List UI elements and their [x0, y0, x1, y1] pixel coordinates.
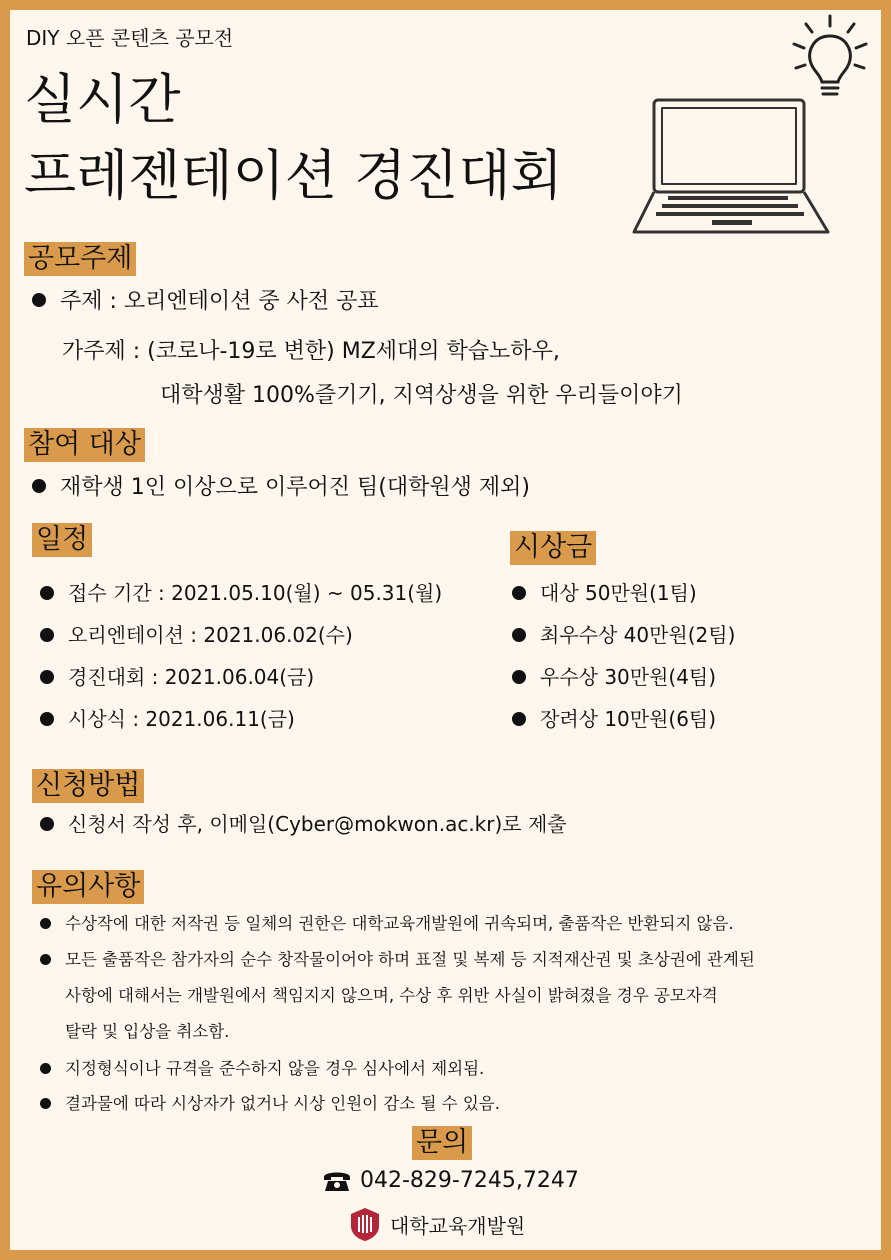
- contact-phone: [322, 1168, 579, 1193]
- university-logo-icon: [348, 1206, 382, 1242]
- bullet-icon: [40, 586, 54, 600]
- section-heading-contact: 문의: [412, 1126, 472, 1160]
- bullet-icon: [32, 293, 46, 307]
- bullet-icon: [40, 1063, 51, 1074]
- prize-item: 장려상 10만원(6팀): [512, 705, 716, 733]
- note-item: 결과물에 따라 시상자가 없거나 시상 인원이 감소 될 수 있음.: [40, 1093, 500, 1115]
- schedule-item: 접수 기간 : 2021.05.10(월) ~ 05.31(월): [40, 579, 442, 607]
- bullet-icon: [40, 918, 51, 929]
- bullet-icon: [512, 586, 526, 600]
- bullet-icon: [40, 1098, 51, 1109]
- note-item-continued: 탈락 및 입상을 취소함.: [65, 1022, 230, 1041]
- eligibility-line: 재학생 1인 이상으로 이루어진 팀(대학원생 제외): [32, 474, 530, 502]
- note-item-continued: 사항에 대해서는 개발원에서 책임지지 않으며, 수상 후 위반 사실이 밝혀졌을 경우 공모자격: [65, 986, 718, 1005]
- topic-subtopic-line2: 대학생활 100%즐기기, 지역상생을 위한 우리들이야기: [160, 383, 683, 408]
- poster: [10, 10, 881, 1250]
- section-heading-schedule: 일정: [32, 523, 92, 557]
- bullet-icon: [512, 628, 526, 642]
- prize-item: 우수상 30만원(4팀): [512, 663, 716, 691]
- bullet-icon: [40, 712, 54, 726]
- bullet-icon: [32, 479, 46, 493]
- section-heading-eligibility: 참여 대상: [24, 428, 145, 462]
- topic-line: 주제 : 오리엔테이션 중 사전 공표: [32, 288, 379, 316]
- note-item: 모든 출품작은 참가자의 순수 창작물이어야 하며 표절 및 복제 등 지적재산권 및 초상권에 관계된: [40, 949, 755, 971]
- section-heading-prizes: 시상금: [510, 531, 596, 565]
- phone-icon: [322, 1169, 352, 1193]
- laptop-icon: [632, 96, 832, 236]
- bullet-icon: [40, 817, 54, 831]
- section-heading-notes: 유의사항: [32, 870, 144, 904]
- schedule-item: 시상식 : 2021.06.11(금): [40, 705, 295, 733]
- apply-line: 신청서 작성 후, 이메일(Cyber@mokwon.ac.kr)로 제출: [40, 810, 567, 838]
- prize-item: 대상 50만원(1팀): [512, 579, 697, 607]
- note-item: 지정형식이나 규격을 준수하지 않을 경우 심사에서 제외됨.: [40, 1058, 484, 1080]
- phone-number: 042-829-7245,7247: [360, 1168, 579, 1193]
- section-heading-topic: 공모주제: [24, 242, 136, 276]
- bullet-icon: [40, 954, 51, 965]
- lightbulb-icon: [780, 10, 880, 106]
- page-title-line2: 프레젠테이션 경진대회: [24, 144, 563, 207]
- prize-item: 최우수상 40만원(2팀): [512, 621, 735, 649]
- page-title-line1: 실시간: [24, 68, 181, 131]
- section-heading-apply: 신청방법: [32, 769, 144, 803]
- organization: [348, 1206, 525, 1242]
- topic-subtopic-line: 가주제 : (코로나-19로 변한) MZ세대의 학습노하우,: [62, 339, 560, 364]
- bullet-icon: [512, 670, 526, 684]
- event-subtitle: DIY 오픈 콘텐츠 공모전: [26, 26, 234, 50]
- schedule-item: 오리엔테이션 : 2021.06.02(수): [40, 621, 353, 649]
- organization-name: 대학교육개발원: [390, 1213, 526, 1238]
- bullet-icon: [40, 628, 54, 642]
- bullet-icon: [512, 712, 526, 726]
- note-item: 수상작에 대한 저작권 등 일체의 권한은 대학교육개발원에 귀속되며, 출품작은 반환되지 않음.: [40, 913, 734, 935]
- schedule-item: 경진대회 : 2021.06.04(금): [40, 663, 314, 691]
- bullet-icon: [40, 670, 54, 684]
